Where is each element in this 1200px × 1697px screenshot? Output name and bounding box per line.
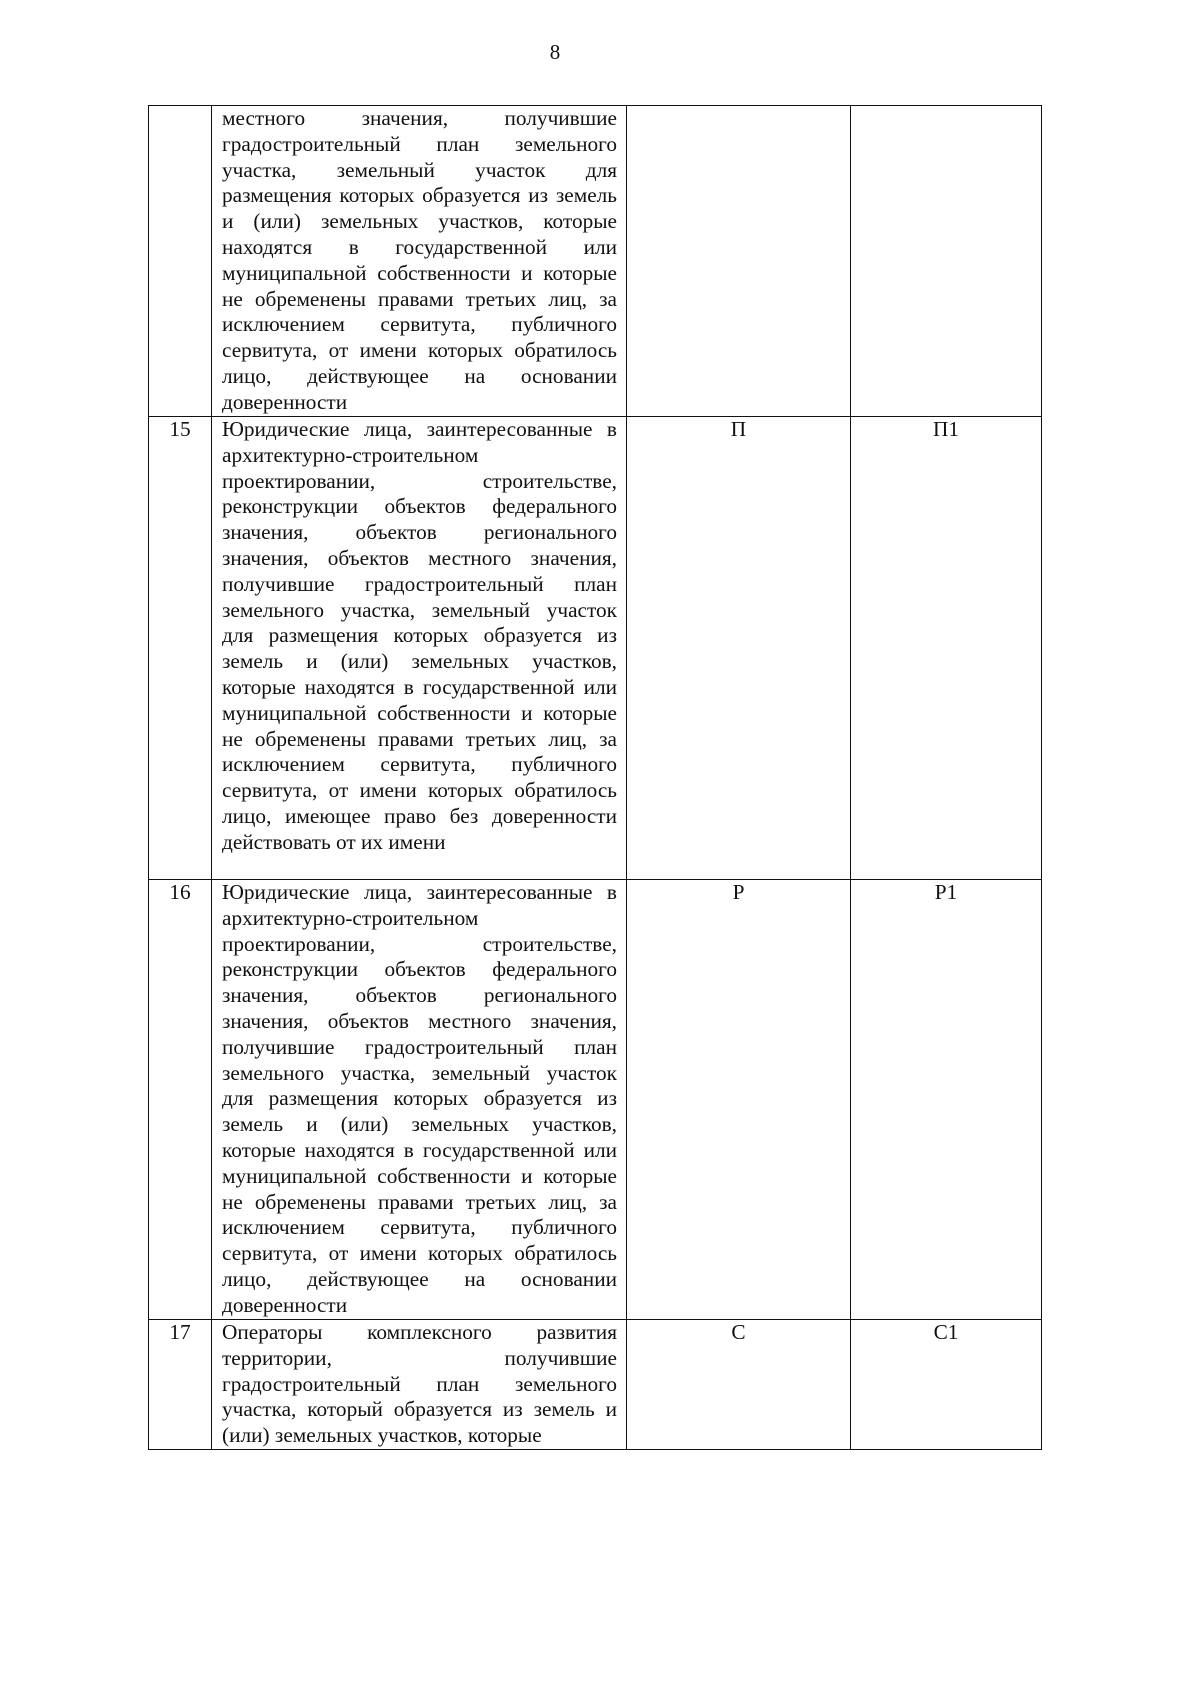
document-table [148,105,1042,1450]
row-number: 16 [149,880,212,1320]
table-row [149,417,1042,880]
row-subcode: Р1 [851,880,1042,1320]
row-number: 15 [149,417,212,880]
row-code [627,106,851,417]
row-description: Операторы комплексного развития территории, получившие градостроительный план земельного участка, который образуется из земель и (или) земельных участков, которые [212,1320,627,1450]
row-subcode [851,106,1042,417]
row-number [149,106,212,417]
row-description: Юридические лица, заинтересованные в архитектурно-строительном проектировании, строительстве, реконструкции объектов федерального значения, объектов регионального значения, объектов местного значения, получившие градостроительный план земельного участка, земельный участок для размещения которых образуется из земель и (или) земельных участков, которые находятся в государственной или муниципальной собственности и которые не обременены правами третьих лиц, за исключением сервитута, публичного сервитута, от имени которых обратилось лицо, действующее на основании доверенности [212,880,627,1320]
row-code: П [627,417,851,880]
table-row [149,880,1042,1320]
row-number: 17 [149,1320,212,1450]
row-subcode: С1 [851,1320,1042,1450]
row-description: Юридические лица, заинтересованные в архитектурно-строительном проектировании, строительстве, реконструкции объектов федерального значения, объектов регионального значения, объектов местного значения, получившие градостроительный план земельного участка, земельный участок для размещения которых образуется из земель и (или) земельных участков, которые находятся в государственной или муниципальной собственности и которые не обременены правами третьих лиц, за исключением сервитута, публичного сервитута, от имени которых обратилось лицо, имеющее право без доверенности действовать от их имени [212,417,627,880]
row-code: С [627,1320,851,1450]
row-subcode: П1 [851,417,1042,880]
row-code: Р [627,880,851,1320]
table-row [149,1320,1042,1450]
row-description: местного значения, получившие градостроительный план земельного участка, земельный участок для размещения которых образуется из земель и (или) земельных участков, которые находятся в государственной или муниципальной собственности и которые не обременены правами третьих лиц, за исключением сервитута, публичного сервитута, от имени которых обратилось лицо, действующее на основании доверенности [212,106,627,417]
page-number: 8 [549,40,561,64]
table-row [149,106,1042,417]
